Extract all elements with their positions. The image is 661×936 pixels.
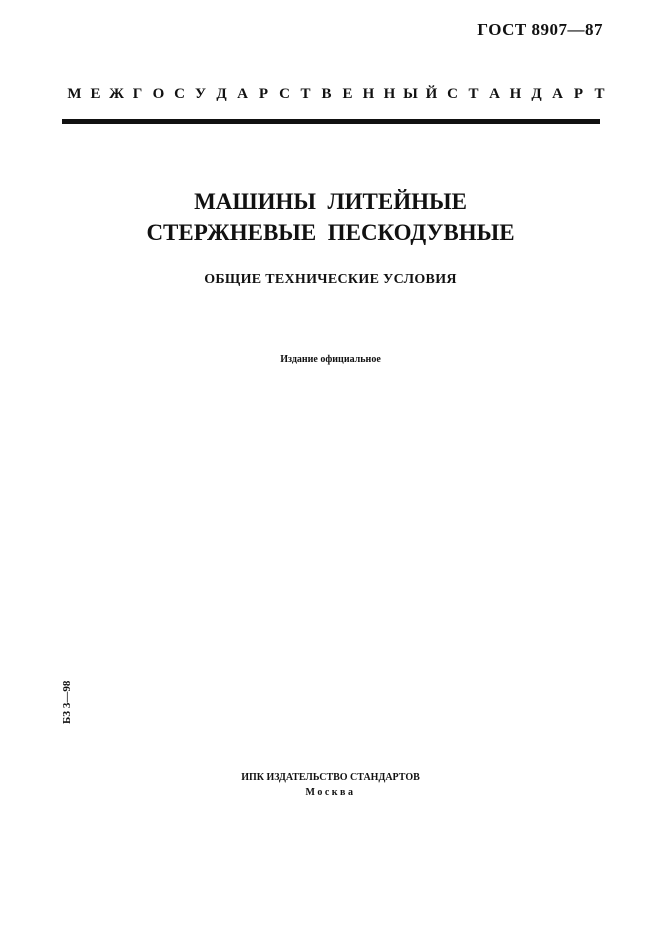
gost-number: ГОСТ 8907—87 bbox=[477, 20, 603, 39]
standard-type-letter: О bbox=[152, 86, 165, 102]
standard-type-letter: Т bbox=[468, 86, 479, 102]
standard-type-letter: Н bbox=[362, 86, 375, 102]
standard-type-letter: Р bbox=[258, 86, 269, 102]
standard-type-word-2 bbox=[442, 86, 610, 103]
standard-type-letter: Г bbox=[132, 86, 143, 102]
standard-type-letter: Н bbox=[383, 86, 396, 102]
standard-type-letter: М bbox=[67, 86, 82, 102]
standard-type-letter: Е bbox=[90, 86, 101, 102]
standard-type-letter: Й bbox=[425, 86, 438, 102]
standard-type-letter: С bbox=[447, 86, 458, 102]
standard-type-letter: Ж bbox=[109, 86, 124, 102]
standard-type-letter: Т bbox=[594, 86, 605, 102]
standard-type-letter: Ы bbox=[403, 86, 418, 102]
standard-type-letter: Р bbox=[573, 86, 584, 102]
standard-type-letter: Д bbox=[216, 86, 227, 102]
standard-type-letter: С bbox=[174, 86, 185, 102]
standard-type-word-1 bbox=[64, 86, 442, 103]
standard-type-letter: В bbox=[321, 86, 332, 102]
standard-type-letter: А bbox=[489, 86, 500, 102]
side-code: БЗ 3—98 bbox=[61, 680, 73, 724]
standard-type-letter: Е bbox=[342, 86, 353, 102]
standard-type-letter: Д bbox=[531, 86, 542, 102]
standard-type-letter: А bbox=[552, 86, 563, 102]
document-subtitle: ОБЩИЕ ТЕХНИЧЕСКИЕ УСЛОВИЯ bbox=[204, 272, 457, 287]
standard-type-letter: А bbox=[237, 86, 248, 102]
standard-type-letter: Т bbox=[300, 86, 311, 102]
standard-type-letter: С bbox=[279, 86, 290, 102]
edition-note: Издание официальное bbox=[280, 354, 381, 365]
publisher-name: ИПК ИЗДАТЕЛЬСТВО СТАНДАРТОВ bbox=[241, 772, 420, 783]
document-title-line-1: МАШИНЫ ЛИТЕЙНЫЕ bbox=[194, 189, 467, 214]
standard-type-letter: У bbox=[194, 86, 206, 102]
document-title-line-2: СТЕРЖНЕВЫЕ ПЕСКОДУВНЫЕ bbox=[146, 220, 515, 245]
standard-type-letter: Н bbox=[509, 86, 522, 102]
publisher-city: Москва bbox=[305, 787, 356, 798]
standard-type-heading bbox=[64, 86, 605, 103]
header-rule bbox=[62, 119, 600, 124]
document-title bbox=[0, 186, 661, 248]
